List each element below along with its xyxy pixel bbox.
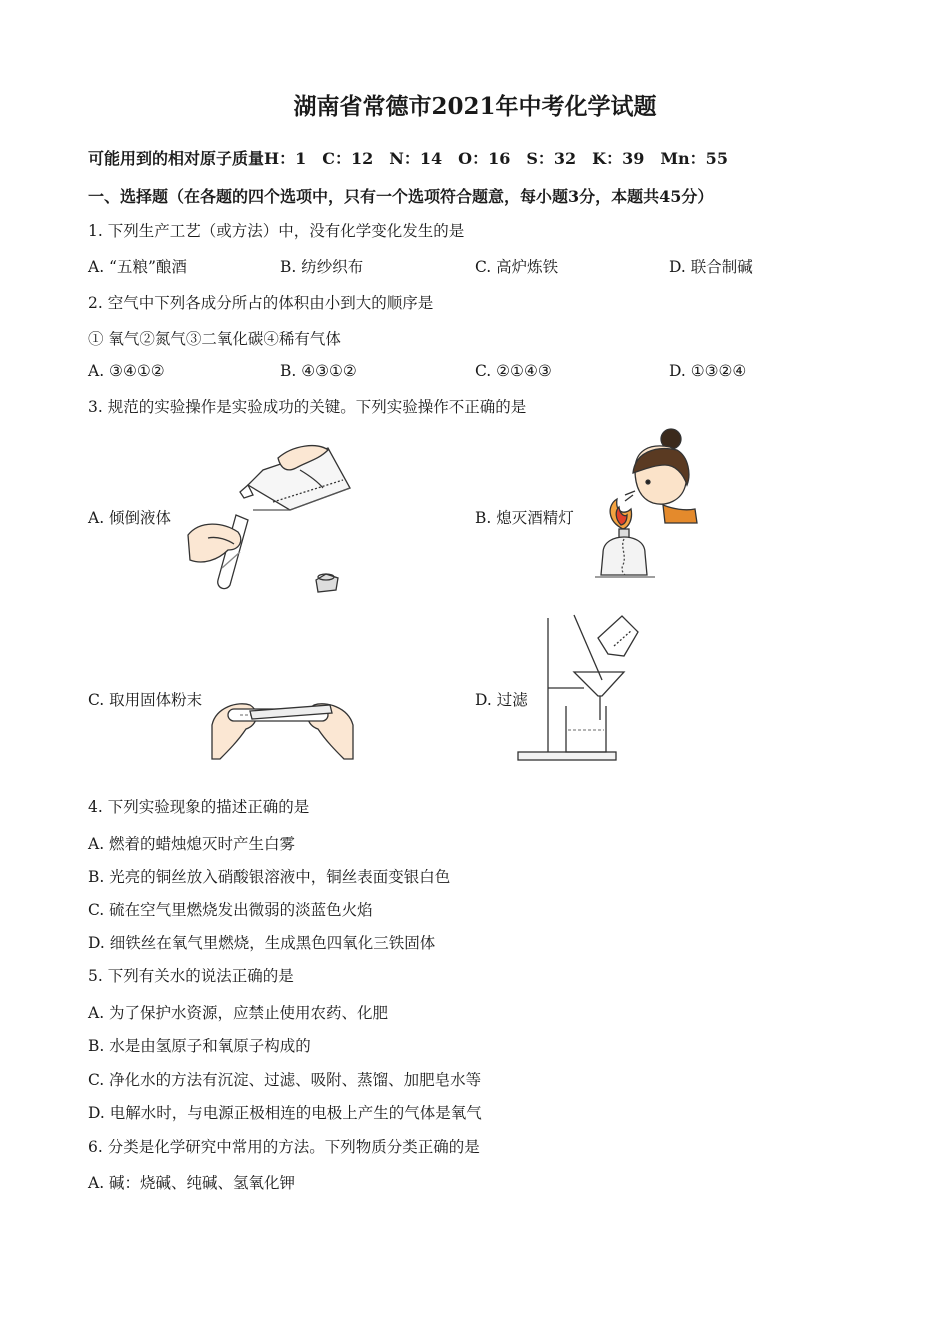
q2-option-c: C. ②①④③ [475,362,552,380]
question-4-stem: 4. 下列实验现象的描述正确的是 [88,798,310,816]
question-2-stem: 2. 空气中下列各成分所占的体积由小到大的顺序是 [88,294,434,312]
q4-option-a: A. 燃着的蜡烛熄灭时产生白雾 [88,835,296,853]
taking-powder-figure [210,685,355,763]
q4-option-d: D. 细铁丝在氧气里燃烧，生成黑色四氧化三铁固体 [88,934,436,952]
q3-option-b: B. 熄灭酒精灯 [475,509,574,527]
question-1-stem: 1. 下列生产工艺（或方法）中，没有化学变化发生的是 [88,222,465,240]
atomic-mass-line: 可能用到的相对原子质量H：1 C：12 N：14 O：16 S：32 K：39 Mn：55 [88,149,728,168]
q5-option-a: A. 为了保护水资源，应禁止使用农药、化肥 [88,1004,389,1022]
question-6-stem: 6. 分类是化学研究中常用的方法。下列物质分类正确的是 [88,1138,480,1156]
q6-option-a: A. 碱：烧碱、纯碱、氢氧化钾 [88,1174,296,1192]
q2-option-b: B. ④③①② [280,362,357,380]
question-3-stem: 3. 规范的实验操作是实验成功的关键。下列实验操作不正确的是 [88,398,527,416]
question-2-items: ① 氧气②氮气③二氧化碳④稀有气体 [88,330,341,348]
q4-option-b: B. 光亮的铜丝放入硝酸银溶液中，铜丝表面变银白色 [88,868,451,886]
blowing-alcohol-lamp-figure [585,425,705,595]
q2-option-d: D. ①③②④ [669,362,747,380]
q1-option-b: B. 纺纱织布 [280,258,364,276]
q2-option-a: A. ③④①② [88,362,165,380]
section-heading: 一、选择题（在各题的四个选项中，只有一个选项符合题意，每小题3分，本题共45分） [88,187,714,206]
q4-option-c: C. 硫在空气里燃烧发出微弱的淡蓝色火焰 [88,901,373,919]
q1-option-c: C. 高炉炼铁 [475,258,559,276]
q3-option-c: C. 取用固体粉末 [88,691,203,709]
q5-option-b: B. 水是由氢原子和氧原子构成的 [88,1037,311,1055]
q1-option-d: D. 联合制碱 [669,258,753,276]
filtration-figure [512,610,647,765]
q5-option-c: C. 净化水的方法有沉淀、过滤、吸附、蒸馏、加肥皂水等 [88,1071,482,1089]
q5-option-d: D. 电解水时，与电源正极相连的电极上产生的气体是氧气 [88,1104,482,1122]
pouring-liquid-figure [178,440,356,595]
question-5-stem: 5. 下列有关水的说法正确的是 [88,967,294,985]
q3-option-d: D. 过滤 [475,691,528,709]
q1-option-a: A. “五粮”酿酒 [88,258,187,276]
page-title: 湖南省常德市2021年中考化学试题 [293,93,657,120]
q3-option-a: A. 倾倒液体 [88,509,172,527]
